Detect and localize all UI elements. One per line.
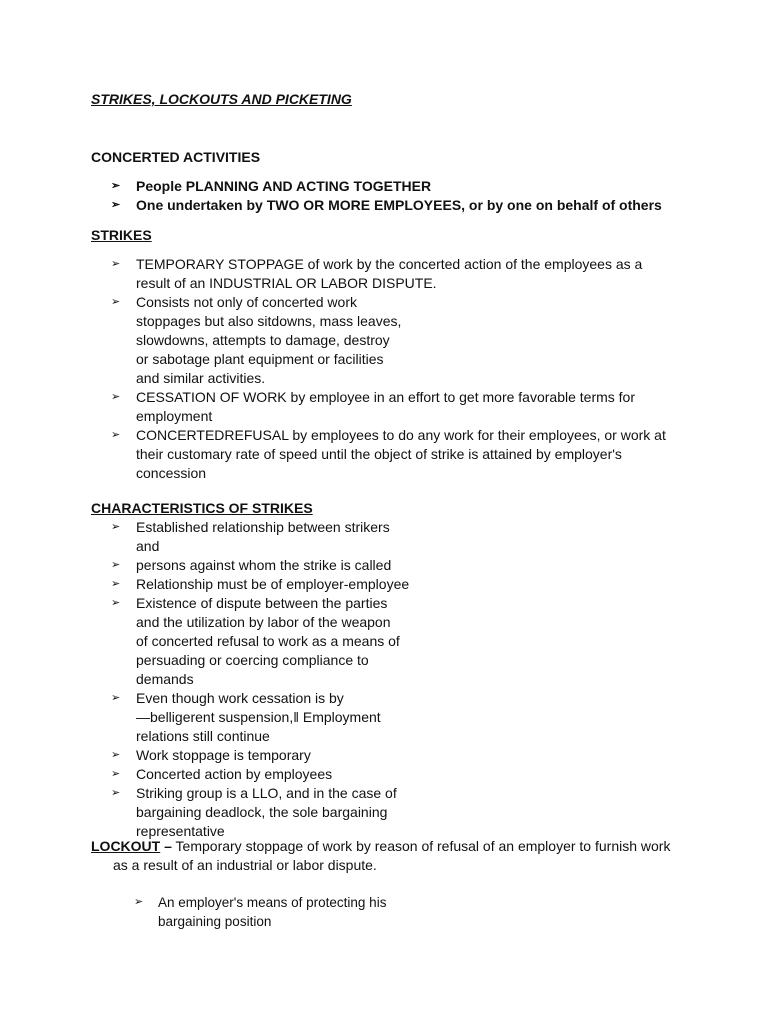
list-item: ➢ Concerted action by employees	[111, 766, 333, 782]
lockout-list	[0, 893, 403, 931]
concerted-list	[0, 177, 676, 215]
arrowhead-bullet-icon: ➢	[111, 199, 121, 211]
arrowhead-bullet-icon: ➢	[111, 787, 121, 799]
lockout-paragraph	[91, 837, 676, 875]
list-item: ➢ Established relationship between strikers and	[111, 519, 390, 554]
arrowhead-bullet-icon: ➢	[111, 180, 121, 192]
lockout-dash: –	[160, 838, 172, 854]
list-item: ➢ Relationship must be of employer-employee	[111, 576, 410, 592]
list-item: ➢ persons against whom the strike is called	[111, 557, 392, 573]
lockout-label: LOCKOUT	[91, 838, 161, 854]
heading-concerted-activities: CONCERTED ACTIVITIES	[91, 149, 261, 165]
arrowhead-bullet-icon: ➢	[111, 768, 121, 780]
arrowhead-bullet-icon: ➢	[111, 692, 121, 704]
list-item: ➢ CESSATION OF WORK by employee in an effort to get more favorable terms for employment	[111, 389, 635, 424]
arrowhead-bullet-icon: ➢	[111, 296, 121, 308]
arrowhead-bullet-icon: ➢	[111, 749, 121, 761]
arrowhead-bullet-icon: ➢	[111, 597, 121, 609]
arrowhead-bullet-icon: ➢	[111, 521, 121, 533]
list-item: ➢ An employer's means of protecting his bargaining position	[134, 895, 387, 929]
arrowhead-bullet-icon: ➢	[111, 429, 121, 441]
arrowhead-bullet-icon: ➢	[111, 258, 121, 270]
list-item: ➢ Existence of dispute between the parties and the utilization by labor of the weapon of concerted refusal to work as a means of persuading or coercing compliance to demands	[111, 595, 400, 687]
heading-strikes: STRIKES	[91, 227, 152, 243]
document-title: STRIKES, LOCKOUTS AND PICKETING	[91, 91, 352, 107]
list-item: ➢ CONCERTEDREFUSAL by employees to do any work for their employees, or work at their customary rate of speed until the object of strike is attained by employer's concession	[111, 427, 666, 481]
arrowhead-bullet-icon: ➢	[111, 578, 121, 590]
list-item: ➢ People PLANNING AND ACTING TOGETHER	[111, 178, 432, 194]
heading-characteristics-of-strikes: CHARACTERISTICS OF STRIKES	[91, 500, 313, 516]
list-item: ➢ Striking group is a LLO, and in the case of bargaining deadlock, the sole bargaining representative	[111, 785, 397, 839]
list-item: ➢ Consists not only of concerted work stoppages but also sitdowns, mass leaves, slowdowns, attempts to damage, destroy or sabotage plant equipment or facilities and similar activities.	[111, 294, 402, 386]
list-item: ➢ One undertaken by TWO OR MORE EMPLOYEES, or by one on behalf of others	[111, 197, 662, 213]
list-item: ➢ Work stoppage is temporary	[111, 747, 311, 763]
arrowhead-bullet-icon: ➢	[134, 896, 144, 908]
list-item: ➢ TEMPORARY STOPPAGE of work by the concerted action of the employees as a result of an INDUSTRIAL OR LABOR DISPUTE.	[111, 256, 643, 291]
arrowhead-bullet-icon: ➢	[111, 559, 121, 571]
strikes-list	[0, 255, 676, 483]
lockout-definition-line-2: as a result of an industrial or labor dispute.	[113, 857, 377, 873]
characteristics-list	[0, 518, 413, 841]
arrowhead-bullet-icon: ➢	[111, 391, 121, 403]
list-item: ➢ Even though work cessation is by ―belligerent suspension,‖ Employment relations still continue	[111, 690, 381, 744]
lockout-definition-line-1: Temporary stoppage of work by reason of refusal of an employer to furnish work	[171, 838, 671, 854]
